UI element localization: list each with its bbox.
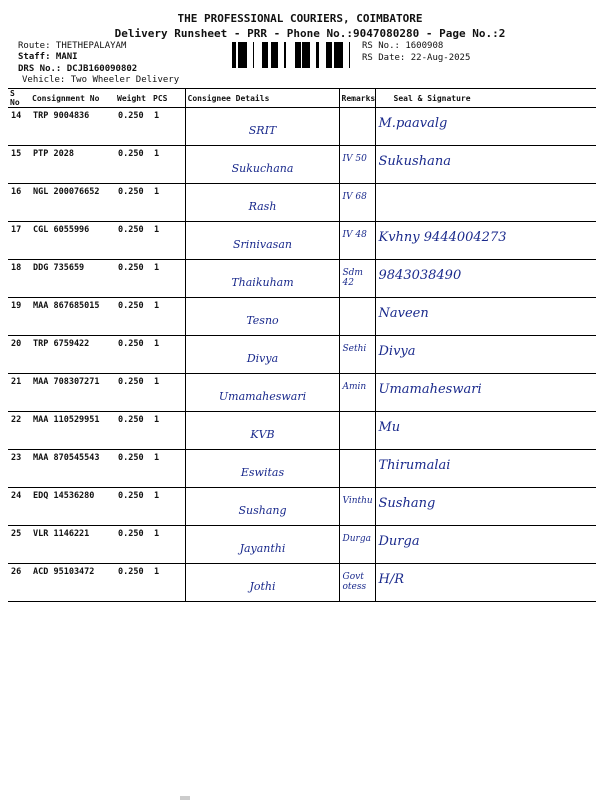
row-consignment: PTP 2028 [30, 146, 115, 184]
col-sno: S No [8, 89, 30, 108]
row-signature: Divya [375, 336, 596, 374]
page-scan-mark [180, 796, 190, 800]
row-sno: 20 [8, 336, 30, 374]
row-weight: 0.250 [115, 146, 151, 184]
row-consignee: Divya [185, 336, 339, 374]
barcode-bar [284, 42, 286, 68]
row-sno: 22 [8, 412, 30, 450]
row-weight: 0.250 [115, 412, 151, 450]
row-consignment: MAA 867685015 [30, 298, 115, 336]
table-row [8, 564, 596, 602]
row-pcs: 1 [151, 222, 185, 260]
barcode-image [232, 42, 356, 68]
table-row [8, 488, 596, 526]
row-sno: 21 [8, 374, 30, 412]
barcode-bar [304, 42, 307, 68]
table-header-row [8, 89, 596, 108]
row-remarks: Govt otess [339, 564, 375, 602]
row-sno: 23 [8, 450, 30, 488]
row-sno: 24 [8, 488, 30, 526]
row-consignee: Tesno [185, 298, 339, 336]
barcode-bar [340, 42, 343, 68]
row-weight: 0.250 [115, 564, 151, 602]
row-remarks: Durga [339, 526, 375, 564]
row-signature: Naveen [375, 298, 596, 336]
route-text: Route: THETHEPALAYAM [18, 41, 127, 51]
barcode-bar [242, 42, 244, 68]
row-weight: 0.250 [115, 222, 151, 260]
barcode-bar [308, 42, 310, 68]
row-consignment: EDQ 14536280 [30, 488, 115, 526]
runsheet-subtitle: Delivery Runsheet - PRR - Phone No.:9047080280 - Page No.:2 [114, 27, 506, 40]
row-signature: H/R [375, 564, 596, 602]
row-remarks [339, 108, 375, 146]
row-weight: 0.250 [115, 184, 151, 222]
row-remarks [339, 412, 375, 450]
row-sno: 17 [8, 222, 30, 260]
row-weight: 0.250 [115, 526, 151, 564]
table-row [8, 526, 596, 564]
row-consignee: Sushang [185, 488, 339, 526]
table-row [8, 374, 596, 412]
barcode-bar [307, 42, 308, 68]
row-consignment: VLR 1146221 [30, 526, 115, 564]
row-pcs: 1 [151, 412, 185, 450]
row-consignee: Thaikuham [185, 260, 339, 298]
row-consignment: DDG 735659 [30, 260, 115, 298]
row-remarks: Vinthu [339, 488, 375, 526]
row-pcs: 1 [151, 488, 185, 526]
table-row [8, 450, 596, 488]
row-consignment: TRP 9004836 [30, 108, 115, 146]
barcode-bar [265, 42, 266, 68]
row-remarks: IV 50 [339, 146, 375, 184]
row-signature: Sukushana [375, 146, 596, 184]
row-signature: Mu [375, 412, 596, 450]
row-weight: 0.250 [115, 336, 151, 374]
row-consignee: Srinivasan [185, 222, 339, 260]
row-signature: M.paavalg [375, 108, 596, 146]
barcode-bar [316, 42, 319, 68]
row-consignment: MAA 708307271 [30, 374, 115, 412]
table-row [8, 412, 596, 450]
row-consignment: ACD 95103472 [30, 564, 115, 602]
barcode-bar [244, 42, 247, 68]
table-row [8, 108, 596, 146]
row-pcs: 1 [151, 146, 185, 184]
row-weight: 0.250 [115, 260, 151, 298]
runsheet-table [8, 88, 596, 602]
barcode-bar [295, 42, 296, 68]
barcode-bar [232, 42, 235, 68]
row-weight: 0.250 [115, 108, 151, 146]
barcode-bar [262, 42, 265, 68]
row-remarks: IV 48 [339, 222, 375, 260]
row-consignee: Eswitas [185, 450, 339, 488]
row-consignee: KVB [185, 412, 339, 450]
barcode-bar [296, 42, 298, 68]
row-signature: Durga [375, 526, 596, 564]
row-weight: 0.250 [115, 488, 151, 526]
table-row [8, 146, 596, 184]
barcode-bar [298, 42, 301, 68]
row-signature: Sushang [375, 488, 596, 526]
col-weight: Weight [115, 89, 151, 108]
barcode-bar [349, 42, 350, 68]
row-pcs: 1 [151, 108, 185, 146]
row-consignee: Sukuchana [185, 146, 339, 184]
row-signature: 9843038490 [375, 260, 596, 298]
vehicle-text: Vehicle: Two Wheeler Delivery [22, 75, 180, 85]
col-consignee: Consignee Details [185, 89, 339, 108]
barcode-bar [334, 42, 337, 68]
table-row [8, 298, 596, 336]
row-remarks: IV 68 [339, 184, 375, 222]
row-consignment: TRP 6759422 [30, 336, 115, 374]
row-consignee: Jayanthi [185, 526, 339, 564]
col-seal: Seal & Signature [375, 89, 596, 108]
staff-text: Staff: MANI [18, 52, 78, 62]
row-consignee: Umamaheswari [185, 374, 339, 412]
row-sno: 15 [8, 146, 30, 184]
barcode-bar [274, 42, 277, 68]
row-consignment: NGL 200076652 [30, 184, 115, 222]
table-row [8, 184, 596, 222]
barcode-bar [238, 42, 241, 68]
col-remarks: Remarks [339, 89, 375, 108]
row-remarks: Sethi [339, 336, 375, 374]
row-sno: 19 [8, 298, 30, 336]
row-pcs: 1 [151, 450, 185, 488]
row-remarks: Amin [339, 374, 375, 412]
barcode-bar [331, 42, 332, 68]
row-remarks: Sdm 42 [339, 260, 375, 298]
table-row [8, 222, 596, 260]
row-sno: 14 [8, 108, 30, 146]
rs-date: RS Date: 22-Aug-2025 [362, 53, 471, 63]
row-signature: Thirumalai [375, 450, 596, 488]
barcode-bar [277, 42, 278, 68]
row-pcs: 1 [151, 336, 185, 374]
row-consignee: Rash [185, 184, 339, 222]
col-consignment: Consignment No [30, 89, 115, 108]
barcode-bar [272, 42, 274, 68]
table-row [8, 260, 596, 298]
row-sno: 18 [8, 260, 30, 298]
row-pcs: 1 [151, 184, 185, 222]
row-weight: 0.250 [115, 374, 151, 412]
barcode-bar [337, 42, 338, 68]
barcode-bar [253, 42, 254, 68]
row-consignee: SRIT [185, 108, 339, 146]
row-consignment: CGL 6055996 [30, 222, 115, 260]
barcode-bar [338, 42, 340, 68]
row-remarks [339, 298, 375, 336]
row-pcs: 1 [151, 374, 185, 412]
row-signature [375, 184, 596, 222]
row-sno: 16 [8, 184, 30, 222]
drs-text: DRS No.: DCJB160090802 [18, 64, 138, 74]
row-consignment: MAA 870545543 [30, 450, 115, 488]
barcode-bar [326, 42, 328, 68]
rs-number: RS No.: 1600908 [362, 41, 444, 51]
row-consignee: Jothi [185, 564, 339, 602]
row-weight: 0.250 [115, 298, 151, 336]
col-pcs: PCS [151, 89, 185, 108]
table-row [8, 336, 596, 374]
row-weight: 0.250 [115, 450, 151, 488]
barcode-bar [241, 42, 242, 68]
row-signature: Umamaheswari [375, 374, 596, 412]
barcode-bar [266, 42, 268, 68]
barcode-bar [302, 42, 304, 68]
row-pcs: 1 [151, 298, 185, 336]
row-remarks [339, 450, 375, 488]
company-title: THE PROFESSIONAL COURIERS, COIMBATORE [177, 12, 423, 25]
row-pcs: 1 [151, 564, 185, 602]
row-pcs: 1 [151, 526, 185, 564]
row-consignment: MAA 110529951 [30, 412, 115, 450]
barcode-bar [235, 42, 236, 68]
row-sno: 26 [8, 564, 30, 602]
row-signature: Kvhny 9444004273 [375, 222, 596, 260]
barcode-bar [271, 42, 272, 68]
row-pcs: 1 [151, 260, 185, 298]
barcode-bar [328, 42, 331, 68]
row-sno: 25 [8, 526, 30, 564]
